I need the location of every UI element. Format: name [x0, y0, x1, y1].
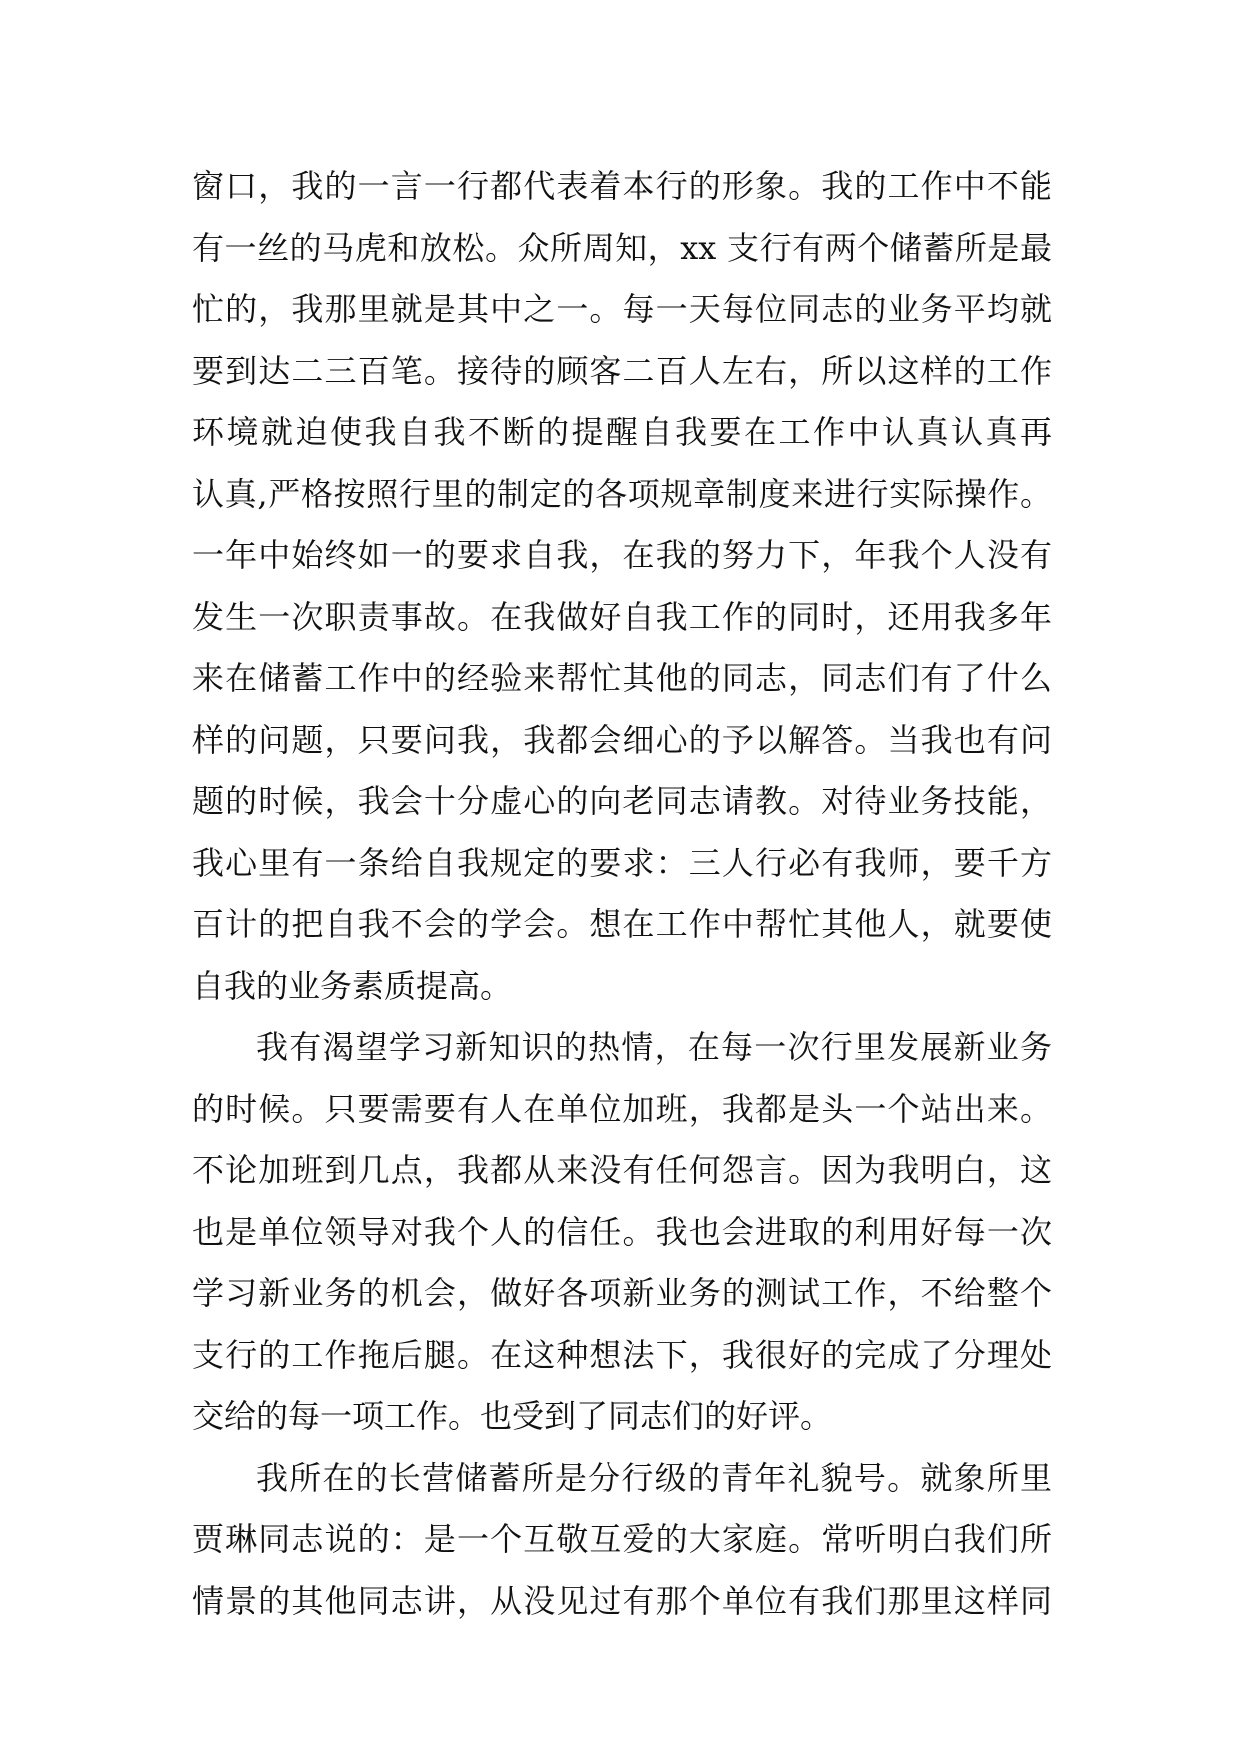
- text-line: 的时候。只要需要有人在单位加班，我都是头一个站出来。: [192, 1089, 1052, 1128]
- text-line: 窗口，我的一言一行都代表着本行的形象。我的工作中不能: [192, 167, 1052, 205]
- body-text: [192, 156, 1052, 1632]
- text-line: 样的问题，只要问我，我都会细心的予以解答。当我也有问: [192, 720, 1052, 759]
- text-line: 百计的把自我不会的学会。想在工作中帮忙其他人，就要使: [192, 905, 1052, 943]
- text-line: 支行的工作拖后腿。在这种想法下，我很好的完成了分理处: [192, 1335, 1052, 1374]
- paragraph-start-line: 我所在的长营储蓄所是分行级的青年礼貌号。就象所里: [256, 1458, 1052, 1497]
- paragraph-end-line: 交给的每一项工作。也受到了同志们的好评。: [192, 1397, 833, 1435]
- text-line: 也是单位领导对我个人的信任。我也会进取的利用好每一次: [192, 1212, 1052, 1251]
- text-line: 来在储蓄工作中的经验来帮忙其他的同志，同志们有了什么: [192, 659, 1052, 697]
- text-line: 题的时候，我会十分虚心的向老同志请教。对待业务技能，: [192, 782, 1052, 820]
- text-line: 认真,严格按照行里的制定的各项规章制度来进行实际操作。: [192, 474, 1052, 513]
- text-line: 情景的其他同志讲，从没见过有那个单位有我们那里这样同: [192, 1581, 1052, 1620]
- text-line: 不论加班到几点，我都从来没有任何怨言。因为我明白，这: [192, 1151, 1052, 1189]
- text-line: 我心里有一条给自我规定的要求：三人行必有我师，要千方: [192, 843, 1052, 882]
- text-line: 学习新业务的机会，做好各项新业务的测试工作，不给整个: [192, 1274, 1052, 1312]
- paragraph-end-line: 自我的业务素质提高。: [192, 966, 513, 1005]
- text-line: 有一丝的马虎和放松。众所周知，xx 支行有两个储蓄所是最: [192, 228, 1052, 267]
- text-line: 环境就迫使我自我不断的提醒自我要在工作中认真认真再: [192, 413, 1052, 451]
- text-line: 贾琳同志说的：是一个互敬互爱的大家庭。常听明白我们所: [192, 1520, 1052, 1558]
- text-line: 要到达二三百笔。接待的顾客二百人左右，所以这样的工作: [192, 351, 1052, 390]
- text-line: 一年中始终如一的要求自我，在我的努力下，年我个人没有: [192, 536, 1052, 574]
- text-line: 忙的，我那里就是其中之一。每一天每位同志的业务平均就: [192, 290, 1052, 328]
- paragraph-start-line: 我有渴望学习新知识的热情，在每一次行里发展新业务: [256, 1028, 1052, 1066]
- text-line: 发生一次职责事故。在我做好自我工作的同时，还用我多年: [192, 597, 1052, 636]
